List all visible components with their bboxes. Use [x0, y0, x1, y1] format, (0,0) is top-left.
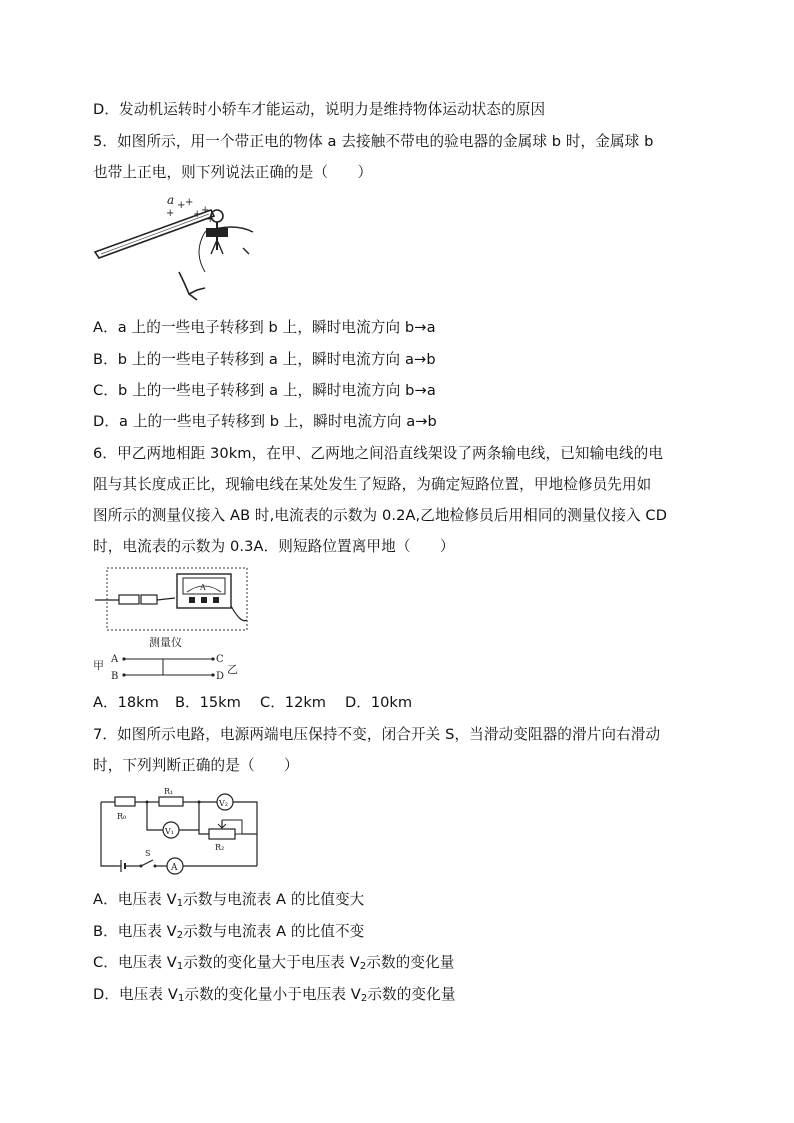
q6-option-c: C．12km [260, 694, 327, 711]
circuit-figure [97, 787, 272, 875]
label-r1: R₁ [164, 787, 174, 796]
plus-sign-2: + [185, 197, 194, 208]
plus-sign-5: + [206, 214, 215, 225]
rheostat-r2 [209, 829, 235, 839]
label-r2: R₂ [215, 843, 225, 852]
label-v1: V₁ [165, 827, 174, 836]
plus-sign-1: + [177, 200, 186, 211]
place-jia: 甲 [93, 659, 104, 672]
q6-stem-line-3: 图所示的测量仪接入 AB 时,电流表的示数为 0.2A,乙地检修员后用相同的测量仪接入 CD [93, 507, 668, 524]
q7-option-b: B．电压表 $V_2$示数与电流表 A 的比值不变 [93, 923, 365, 941]
transmission-line-figure [93, 562, 253, 687]
q7-stem-line-1: 7．如图所示电路，电源两端电压保持不变，闭合开关 S，当滑动变阻器的滑片向右滑动 [93, 726, 661, 743]
meter-letter: A [200, 583, 206, 592]
q5-stem-line-1: 5．如图所示，用一个带正电的物体 a 去接触不带电的验电器的金属球 b 时，金属球 b [93, 133, 654, 150]
point-b: B [111, 671, 119, 682]
q5-option-a: A．a 上的一些电子转移到 b 上，瞬时电流方向 b→a [93, 319, 436, 336]
rod-label-a: a [167, 193, 175, 207]
q5-stem-line-2: 也带上正电，则下列说法正确的是（ ） [93, 164, 373, 181]
q6-stem-line-1: 6．甲乙两地相距 30km，在甲、乙两地之间沿直线架设了两条输电线，已知输电线的电 [93, 445, 664, 462]
q7-stem-line-2: 时，下列判断正确的是（ ） [93, 757, 299, 774]
label-ammeter: A [171, 863, 178, 873]
label-v2: V₂ [219, 799, 228, 808]
place-yi: 乙 [227, 663, 238, 676]
plus-sign-6: + [166, 208, 175, 219]
label-r0: R₀ [117, 812, 127, 821]
q4-option-d: D．发动机运转时小轿车才能运动，说明力是维持物体运动状态的原因 [93, 101, 546, 118]
resistor-r1 [159, 797, 183, 806]
q5-option-c: C．b 上的一些电子转移到 a 上，瞬时电流方向 b→a [93, 382, 436, 399]
switch-s [141, 860, 153, 866]
point-a: A [111, 654, 119, 665]
q6-option-b: B．15km [175, 694, 241, 711]
plus-sign-3: + [193, 209, 202, 220]
q6-option-a: A．18km [93, 694, 159, 711]
device-label: 测量仪 [149, 636, 182, 649]
q6-stem-line-4: 时，电流表的示数为 0.3A．则短路位置离甲地（ ） [93, 538, 455, 555]
point-d: D [216, 671, 225, 682]
point-c: C [216, 654, 224, 665]
q7-option-a: A．电压表 $V_1$示数与电流表 A 的比值变大 [93, 891, 365, 909]
q6-stem-line-2: 阻与其长度成正比，现输电线在某处发生了短路，为确定短路位置，甲地检修员先用如 [93, 476, 652, 493]
plus-sign-4: + [201, 205, 210, 216]
q6-option-d: D．10km [345, 694, 413, 711]
label-s: S [145, 849, 151, 858]
electroscope-figure [93, 192, 273, 307]
q7-option-d: D．电压表 $V_1$示数的变化量小于电压表 $V_2$示数的变化量 [93, 986, 456, 1004]
q5-option-b: B．b 上的一些电子转移到 a 上，瞬时电流方向 a→b [93, 351, 436, 368]
resistor-r0 [115, 797, 135, 806]
q7-option-c: C．电压表 $V_1$示数的变化量大于电压表 $V_2$示数的变化量 [93, 954, 455, 972]
q5-option-d: D．a 上的一些电子转移到 b 上，瞬时电流方向 a→b [93, 413, 437, 430]
